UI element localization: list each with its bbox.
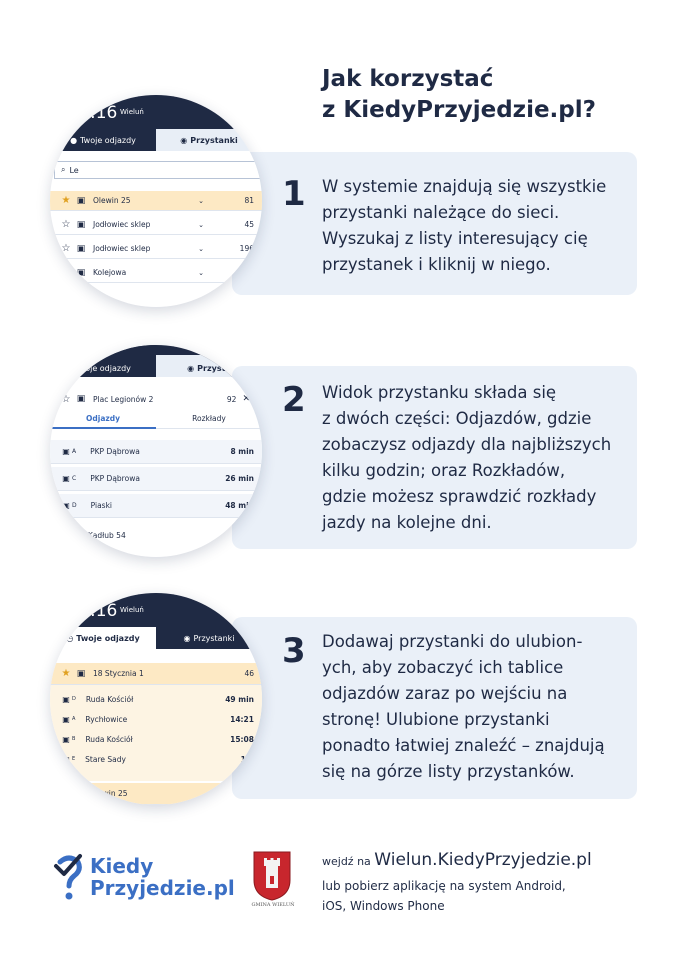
stop-name: Jodłowiec sklep <box>93 244 151 253</box>
stop-value: 46 <box>244 669 254 678</box>
bus-line-icon: ▣ <box>62 501 70 510</box>
status-city: Wieluń <box>120 108 144 116</box>
stop-name: Olewin 25 <box>93 196 131 205</box>
step-line: z dwóch części: Odjazdów, gdzie <box>322 409 592 428</box>
line-label: A <box>72 448 77 455</box>
step-line: odjazdów zaraz po wejściu na <box>322 684 568 703</box>
departure-row[interactable] <box>50 689 262 709</box>
tab-label: Twoje odjazdy <box>80 135 136 145</box>
tab-bar <box>50 627 262 649</box>
tab-label: Przystanki <box>190 135 238 145</box>
chevron-down-icon: ⌄ <box>198 220 204 229</box>
cta-line-3: iOS, Windows Phone <box>322 899 445 913</box>
step-description <box>322 629 632 785</box>
tab-stops[interactable] <box>156 355 262 377</box>
bus-line-icon: ▣ <box>62 714 70 724</box>
departure-row[interactable] <box>50 709 262 729</box>
step-line: W systemie znajdują się wszystkie <box>322 177 607 196</box>
website-link[interactable]: Wielun.KiedyPrzyjedzie.pl <box>374 850 592 870</box>
star-filled-icon: ★ <box>61 195 71 206</box>
step-line: Wyszukaj z listy interesujący cię <box>322 229 588 248</box>
chevron-down-icon: ⌄ <box>198 268 204 277</box>
status-clock: :16 <box>90 103 118 123</box>
page-title <box>322 64 652 126</box>
cta-line-2: lub pobierz aplikację na system Android, <box>322 879 566 893</box>
destination: Ruda Kościół <box>85 734 133 744</box>
logo-line-2: Przyjedzie.pl <box>90 876 235 900</box>
step-description <box>322 380 632 536</box>
clock-icon: ◷ <box>66 633 74 643</box>
app-preview-favourites <box>50 593 262 805</box>
line-label: D <box>72 696 76 702</box>
crest-label: GMINA WIELUŃ <box>251 902 295 908</box>
step-line: stronę! Ulubione przystanki <box>322 710 550 729</box>
stop-name: Kolejowa <box>93 268 127 277</box>
title-line-1: Jak korzystać <box>322 66 494 92</box>
cta-apps <box>322 876 622 916</box>
bus-icon: ▣ <box>76 668 86 679</box>
bus-icon: ▣ <box>76 394 86 404</box>
tab-departures[interactable] <box>50 345 156 377</box>
bus-line-icon: ▣ <box>62 734 70 744</box>
chevron-down-icon: ⌄ <box>198 196 204 205</box>
kiedyprzyjedzie-logo <box>52 852 235 904</box>
step-line: się na górze listy przystanków. <box>322 762 575 781</box>
list-item[interactable] <box>50 263 262 283</box>
close-icon[interactable]: ✕ <box>242 394 250 404</box>
bus-icon: ▣ <box>76 219 86 230</box>
stop-value: 81 <box>244 196 254 205</box>
gmina-wielun-crest-icon <box>252 850 292 902</box>
tab-label: Twoje odjazdy <box>75 364 131 373</box>
step-line: zobaczysz odjazdy dla najbliższych <box>322 435 612 454</box>
line-label: C <box>72 475 77 482</box>
app-preview-stop-view <box>50 345 262 557</box>
step-line: Dodawaj przystanki do ulubion- <box>322 632 583 651</box>
bus-line-icon: ▣ <box>62 447 70 456</box>
destination: Stare Sady <box>85 754 126 764</box>
favourite-stop-header[interactable] <box>50 783 262 805</box>
destination: Kadłub 54 <box>88 530 126 540</box>
stop-code: 92 <box>226 394 237 404</box>
bus-icon: ▣ <box>76 243 86 254</box>
destination: Piaski <box>90 501 112 510</box>
bus-line-icon: ▣ <box>62 694 70 704</box>
logo-line-1: Kiedy <box>90 854 154 878</box>
tab-label: Twoje odjazdy <box>76 633 140 643</box>
status-city: Wieluń <box>120 606 144 614</box>
subtab-bar <box>50 409 262 429</box>
logo-mark-icon <box>52 852 86 902</box>
logo-text <box>90 855 235 899</box>
list-item[interactable] <box>50 239 262 259</box>
destination: Ruda Kościół <box>85 694 134 704</box>
step-line: ponadto łatwiej znaleźć – znajdują <box>322 736 605 755</box>
line-label: A <box>72 716 76 722</box>
favourite-departures <box>50 685 262 781</box>
step-line: gdzie możesz sprawdzić rozkłady <box>322 487 597 506</box>
departure-time: 14:21 <box>230 714 254 724</box>
destination: Rychłowice <box>85 714 128 724</box>
stop-value: 196 <box>239 244 254 253</box>
step-number: 2 <box>282 380 306 420</box>
tab-label: Przystanki <box>193 633 235 643</box>
tab-stops[interactable] <box>156 129 262 151</box>
bus-line-icon: ▣ <box>62 754 70 764</box>
app-preview-stop-search <box>50 95 262 307</box>
bus-line-icon: ▣ <box>62 474 70 483</box>
subtab-timetables[interactable]: Rozkłady <box>156 409 262 429</box>
tab-bar <box>50 129 262 151</box>
departure-time: 15: <box>240 754 254 764</box>
line-label: D <box>72 502 77 509</box>
departure-row[interactable] <box>50 467 262 491</box>
destination: PKP Dąbrowa <box>90 447 140 456</box>
star-outline-icon: ☆ <box>61 243 71 254</box>
location-pin-icon: ◉ <box>187 364 195 373</box>
stop-name: 18 Stycznia 1 <box>93 669 144 678</box>
step-1-card <box>232 152 637 295</box>
star-outline-icon: ☆ <box>61 267 71 278</box>
title-line-2: z KiedyPrzyjedzie.pl? <box>322 97 596 123</box>
departure-time: 48 min <box>225 501 254 510</box>
step-3-card <box>232 617 637 799</box>
status-clock: :16 <box>90 601 118 621</box>
stop-name: Jodłowiec sklep <box>93 220 151 229</box>
stop-name: Olewin 25 <box>90 789 128 798</box>
chevron-down-icon: ⌄ <box>198 244 204 253</box>
step-line: jazdy na kolejne dni. <box>322 513 492 532</box>
stop-header <box>50 389 262 409</box>
search-input[interactable] <box>54 161 262 179</box>
tab-departures[interactable] <box>50 129 156 151</box>
departure-row[interactable] <box>50 729 262 749</box>
search-value: Le <box>69 165 79 175</box>
departure-time: 49 min <box>225 694 254 704</box>
step-number: 3 <box>282 631 306 671</box>
step-2-card <box>232 366 637 549</box>
departure-time: 26 min <box>225 474 254 483</box>
step-line: ych, aby zobaczyć ich tablice <box>322 658 564 677</box>
status-bar <box>50 95 262 129</box>
location-pin-icon: ◉ <box>183 633 191 643</box>
favourite-stop-header[interactable] <box>50 663 262 685</box>
step-line: Widok przystanku składa się <box>322 383 557 402</box>
cta-prefix: wejdź na <box>322 855 371 868</box>
step-description <box>322 174 632 278</box>
star-outline-icon: ☆ <box>61 219 71 230</box>
departure-time: 15:08 <box>230 734 254 744</box>
list-item[interactable] <box>50 191 262 211</box>
step-line: przystanki należące do sieci. <box>322 203 560 222</box>
list-item[interactable] <box>50 215 262 235</box>
location-pin-icon: ● <box>70 135 78 145</box>
location-pin-icon: ◉ <box>180 135 188 145</box>
tab-stops[interactable] <box>156 627 262 649</box>
subtab-departures[interactable]: Odjazdy <box>50 409 156 429</box>
tab-departures[interactable] <box>50 627 156 649</box>
search-icon: ⌕ <box>61 165 66 174</box>
departure-time: 8 min <box>230 447 254 456</box>
departure-row[interactable] <box>50 440 262 464</box>
stop-name: Plac Legionów 2 <box>93 394 154 404</box>
status-bar <box>50 593 262 627</box>
step-line: kilku godzin; oraz Rozkładów, <box>322 461 566 480</box>
departure-row[interactable] <box>50 525 262 545</box>
cta-line-1 <box>322 850 592 870</box>
tab-label: Przysta <box>197 364 231 373</box>
star-outline-icon[interactable]: ☆ <box>61 393 71 405</box>
line-label: E <box>72 756 76 762</box>
step-line: przystanek i kliknij w niego. <box>322 255 551 274</box>
departure-row[interactable] <box>50 749 262 769</box>
stop-value: 45 <box>244 220 254 229</box>
destination: PKP Dąbrowa <box>90 474 140 483</box>
bus-icon: ▣ <box>76 267 86 278</box>
star-filled-icon: ★ <box>61 668 71 679</box>
tab-bar <box>50 345 262 377</box>
step-number: 1 <box>282 174 306 214</box>
departure-row[interactable] <box>50 494 262 518</box>
bus-icon: ▣ <box>76 195 86 206</box>
line-label: B <box>72 736 76 742</box>
